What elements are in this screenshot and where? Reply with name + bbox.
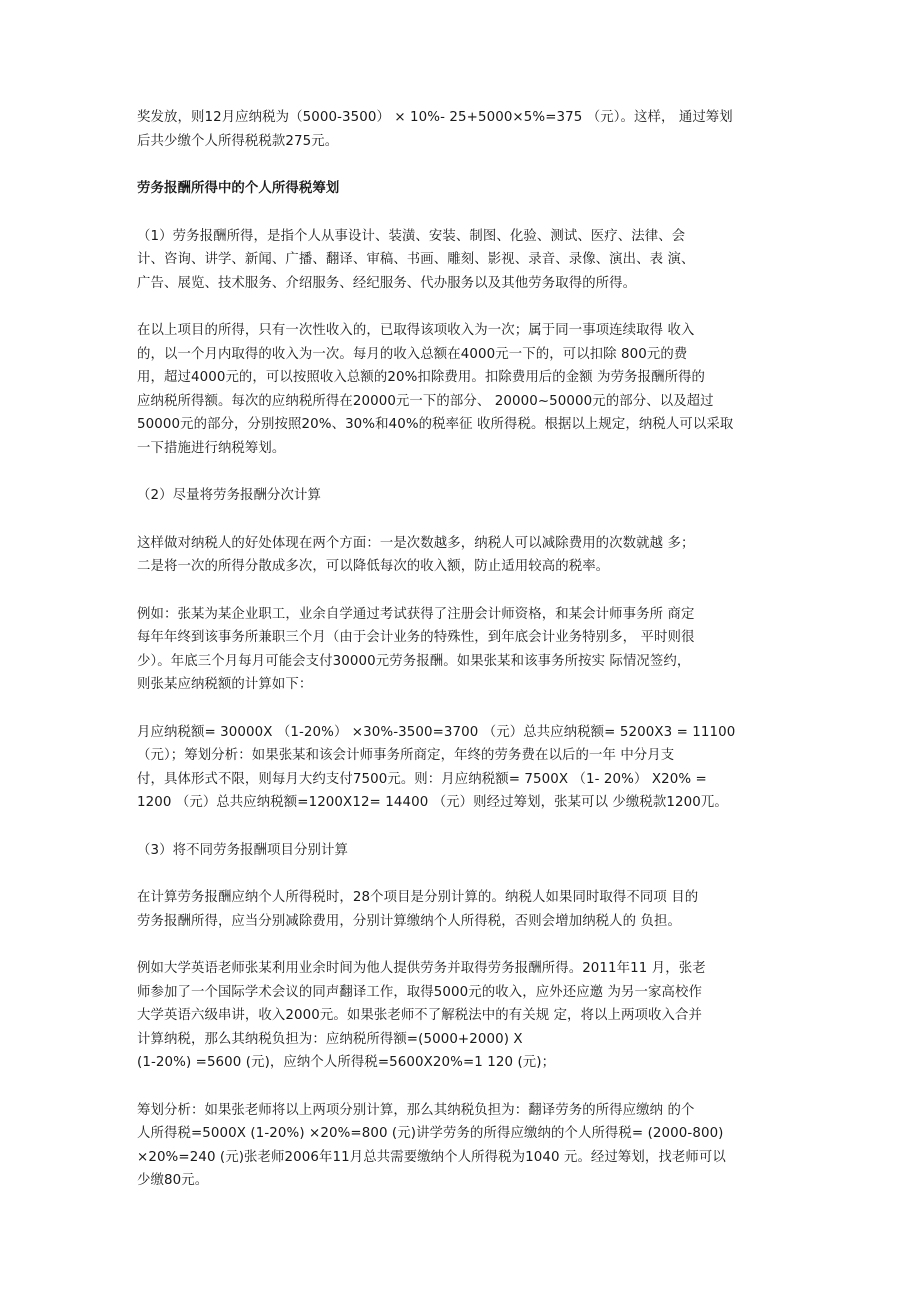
paragraph-bonus-conclusion: [137, 106, 785, 153]
paragraph-definition: [137, 225, 785, 296]
paragraph-example-teacher: [137, 957, 785, 1075]
text-line: 少）。年底三个月每月可能会支付30000元劳务报酬。如果张某和该事务所按实 际情况签约，: [137, 653, 691, 669]
document-page: [137, 106, 785, 1217]
paragraph-rules: [137, 319, 785, 460]
text-line: 的，以一个月内取得的收入为一次。每月的收入总额在4000元一下的，可以扣除 800元的费: [137, 346, 688, 362]
paragraph-calculation: [137, 721, 785, 815]
text-line: （1）劳务报酬所得，是指个人从事设计、装潢、安装、制图、化验、测试、医疗、法律、会: [137, 228, 686, 244]
text-line: 每年年终到该事务所兼职三个月（由于会计业务的特殊性，到年底会计业务特别多， 平时则很: [137, 630, 695, 645]
paragraph-separate-items: [137, 886, 785, 933]
text-line: 用，超过4000元的，可以按照收入总额的20%扣除费用。扣除费用后的金额 为劳务报酬所得的: [137, 370, 706, 385]
text-line: 在以上项目的所得，只有一次性收入的，已取得该项收入为一次；属于同一事项连续取得 收入: [137, 323, 695, 338]
text-line: 计、咨询、讲学、新闻、广播、翻译、审稿、书画、雕刻、影视、录音、录像、演出、表 演、: [137, 252, 695, 267]
text-line: 一下措施进行纳税筹划。: [137, 440, 286, 456]
text-line: 二是将一次的所得分散成多次，可以降低每次的收入额，防止适用较高的税率。: [137, 559, 610, 574]
paragraph-analysis: [137, 1099, 785, 1193]
text-line: （2）尽量将劳务报酬分次计算: [137, 488, 321, 503]
text-line: 师参加了一个国际学术会议的同声翻译工作，取得5000元的收入，应外还应邀 为另一家高校作: [137, 984, 702, 1000]
text-line: 应纳税所得额。每次的应纳税所得在20000元一下的部分、 20000~50000元的部分、以及超过: [137, 393, 714, 409]
text-line: 50000元的部分，分别按照20%、30%和40%的税率征 收所得税。根据以上规定，纳税人可以采取: [137, 417, 734, 432]
text-line: 月应纳税额= 30000X （1-20%） ×30%-3500=3700 （元）总共应纳税额= 5200X3 = 11100: [137, 724, 736, 740]
text-line: 例如：张某为某企业职工，业余自学通过考试获得了注册会计师资格，和某会计师事务所 商定: [137, 606, 695, 622]
text-line: 计算纳税，那么其纳税负担为：应纳税所得额=(5000+2000) X: [137, 1031, 523, 1047]
text-line: 则张某应纳税额的计算如下：: [137, 677, 313, 692]
text-line: ×20%=240 (元)张老师2006年11月总共需要缴纳个人所得税为1040 元。经过筹划，找老师可以: [137, 1149, 726, 1165]
text-line: 例如大学英语老师张某利用业余时间为他人提供劳务并取得劳务报酬所得。2011年11 月，张老: [137, 961, 706, 976]
paragraph-benefits: [137, 532, 785, 579]
section-heading: [137, 177, 785, 201]
text-line: （元）；筹划分析：如果张某和该会计师事务所商定，年终的劳务费在以后的一年 中分月支: [137, 748, 675, 763]
text-line: 大学英语六级串讲，收入2000元。如果张老师不了解税法中的有关规 定，将以上两项收入合并: [137, 1008, 702, 1023]
text-line: 付，具体形式不限，则每月大约支付7500元。则：月应纳税额= 7500X （1- 20%） X20% =: [137, 771, 707, 787]
subheading-split-payments: [137, 484, 785, 508]
subheading-separate-items: [137, 839, 785, 863]
heading-text: 劳务报酬所得中的个人所得税筹划: [137, 181, 340, 196]
text-line: 奖发放，则12月应纳税为（5000-3500） × 10%- 25+5000×5%=375 （元）。这样， 通过筹划: [137, 110, 733, 125]
text-line: (1-20%) =5600 (元)，应纳个人所得税=5600X20%=1 120 (元)；: [137, 1055, 556, 1070]
text-line: 广告、展览、技术服务、介绍服务、经纪服务、代办服务以及其他劳务取得的所得。: [137, 275, 637, 291]
text-line: 人所得税=5000X (1-20%) ×20%=800 (元)讲学劳务的所得应缴纳的个人所得税= (2000-800): [137, 1126, 724, 1141]
text-line: （3）将不同劳务报酬项目分别计算: [137, 842, 348, 858]
text-line: 在计算劳务报酬应纳个人所得税时，28个项目是分别计算的。纳税人如果同时取得不同项 目的: [137, 890, 699, 905]
text-line: 1200 （元）总共应纳税额=1200X12= 14400 （元）则经过筹划，张某可以 少缴税款1200兀。: [137, 795, 728, 810]
paragraph-example-zhang: [137, 603, 785, 697]
text-line: 劳务报酬所得，应当分别减除费用，分别计算缴纳个人所得税，否则会增加纳税人的 负担。: [137, 913, 681, 929]
text-line: 后共少缴个人所得税税款275元。: [137, 133, 339, 149]
text-line: 筹划分析：如果张老师将以上两项分别计算，那么其纳税负担为：翻译劳务的所得应缴纳 的个: [137, 1102, 695, 1118]
text-line: 这样做对纳税人的好处体现在两个方面：一是次数越多，纳税人可以减除费用的次数就越 多；: [137, 535, 695, 551]
text-line: 少缴80元。: [137, 1173, 209, 1188]
